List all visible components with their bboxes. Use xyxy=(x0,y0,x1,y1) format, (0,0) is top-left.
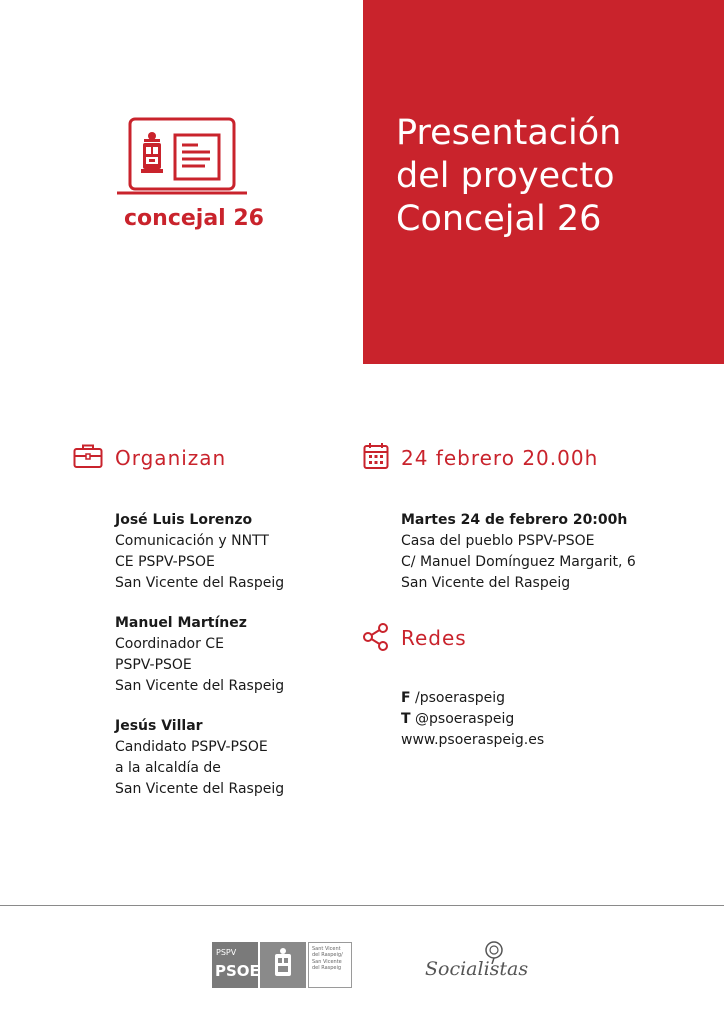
city-crest-icon xyxy=(260,942,306,988)
event-details xyxy=(401,510,636,594)
psoe-logo-big: PSOE xyxy=(215,962,260,980)
facebook-handle: /psoeraspeig xyxy=(415,690,506,706)
redes-title: Redes xyxy=(401,626,467,650)
facebook-link[interactable] xyxy=(401,688,544,709)
event-date: Martes 24 de febrero 20:00h xyxy=(401,512,628,528)
city-line: San Vicente xyxy=(312,959,342,965)
crest-icon xyxy=(141,132,163,173)
crest-logo xyxy=(260,942,306,988)
psoe-logo xyxy=(212,942,258,988)
title-line-2: del proyecto xyxy=(396,156,615,196)
briefcase-icon xyxy=(73,443,103,469)
page-title xyxy=(396,112,716,241)
organizan-title: Organizan xyxy=(115,446,227,470)
city-logo xyxy=(308,942,352,988)
title-line-1: Presentación xyxy=(396,113,622,153)
organizer-line: Candidato PSPV-PSOE xyxy=(115,739,268,755)
event-line: San Vicente del Raspeig xyxy=(401,575,571,591)
organizer-line: San Vicente del Raspeig xyxy=(115,575,285,591)
social-links xyxy=(401,688,544,751)
twitter-handle: @psoeraspeig xyxy=(415,711,515,727)
facebook-prefix: F xyxy=(401,690,411,706)
organizer-line: Coordinador CE xyxy=(115,636,224,652)
calendar-icon xyxy=(363,442,389,470)
organizer-name: Jesús Villar xyxy=(115,718,203,734)
organizer-1 xyxy=(115,510,284,594)
organizer-line: San Vicente del Raspeig xyxy=(115,678,285,694)
website-link[interactable]: www.psoeraspeig.es xyxy=(401,732,545,748)
document-icon xyxy=(175,135,219,179)
share-icon xyxy=(362,623,390,651)
organizer-line: CE PSPV-PSOE xyxy=(115,554,215,570)
city-line: del Raspeig xyxy=(312,965,342,971)
organizer-line: a la alcaldía de xyxy=(115,760,221,776)
event-title: 24 febrero 20.00h xyxy=(401,446,599,470)
organizer-3 xyxy=(115,716,284,800)
organizer-name: Manuel Martínez xyxy=(115,615,247,631)
city-line: del Raspeig/ xyxy=(312,952,343,958)
socialistas-logo: Socialistas xyxy=(425,958,529,980)
twitter-prefix: T xyxy=(401,711,411,727)
organizer-line: San Vicente del Raspeig xyxy=(115,781,285,797)
organizer-name: José Luis Lorenzo xyxy=(115,512,253,528)
organizer-line: PSPV-PSOE xyxy=(115,657,192,673)
laptop-logo-icon xyxy=(115,115,249,201)
twitter-link[interactable] xyxy=(401,709,544,730)
event-line: Casa del pueblo PSPV-PSOE xyxy=(401,533,595,549)
organizer-2 xyxy=(115,613,284,697)
organizer-line: Comunicación y NNTT xyxy=(115,533,269,549)
title-line-3: Concejal 26 xyxy=(396,199,602,239)
event-line: C/ Manuel Domínguez Margarit, 6 xyxy=(401,554,636,570)
city-line: Sant Vicent xyxy=(312,946,341,952)
psoe-logo-small: PSPV xyxy=(216,948,237,957)
logo-text: concejal 26 xyxy=(124,206,264,231)
footer-divider xyxy=(0,905,724,906)
